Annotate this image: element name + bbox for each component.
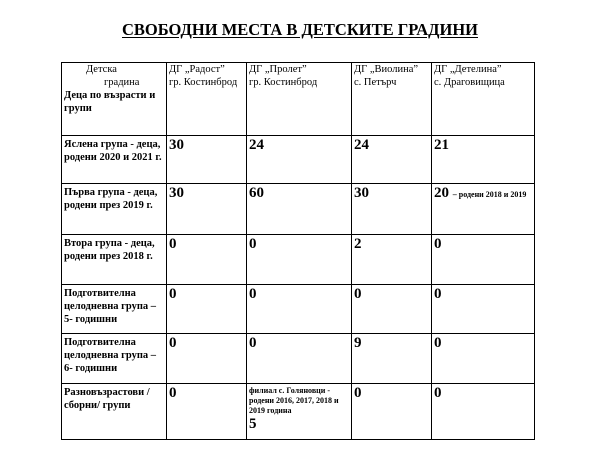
group-label: Втора група - деца, родени през 2018 г. — [62, 235, 167, 285]
corner-kindergarten-label-2: градина — [104, 77, 140, 88]
kindergarten-town: гр. Костинброд — [169, 77, 238, 88]
free-places-table — [61, 62, 535, 440]
group-label: Подготвителна целодневна група – 5- годишни — [62, 285, 167, 334]
kindergarten-header-radost — [167, 63, 247, 136]
table-row — [62, 184, 535, 235]
value-cell-with-note — [247, 384, 352, 440]
value-cell: 0 — [167, 334, 247, 384]
table-row — [62, 334, 535, 384]
value-cell: 24 — [247, 136, 352, 184]
value-cell: 0 — [167, 384, 247, 440]
table-row — [62, 384, 535, 440]
corner-kindergarten-label-1: Детска — [86, 64, 117, 75]
header-row — [62, 63, 535, 136]
group-label: Първа група - деца, родени през 2019 г. — [62, 184, 167, 235]
value-cell-with-note — [432, 184, 535, 235]
value-cell: 0 — [432, 334, 535, 384]
value-cell: 30 — [352, 184, 432, 235]
value-cell: 0 — [432, 285, 535, 334]
group-label: Яслена група - деца, родени 2020 и 2021 г. — [62, 136, 167, 184]
kindergarten-town: с. Драговищица — [434, 77, 505, 88]
corner-header-cell — [62, 63, 167, 136]
value-cell: 0 — [247, 285, 352, 334]
kindergarten-town: гр. Костинброд — [249, 77, 318, 88]
kindergarten-name: ДГ „Пролет” — [249, 64, 307, 75]
kindergarten-name: ДГ „Детелина” — [434, 64, 502, 75]
table-row — [62, 136, 535, 184]
kindergarten-name: ДГ „Радост” — [169, 64, 225, 75]
value-cell: 0 — [167, 235, 247, 285]
kindergarten-header-violina — [352, 63, 432, 136]
value-number: 20 — [434, 185, 449, 201]
value-cell: 60 — [247, 184, 352, 235]
value-cell: 0 — [247, 235, 352, 285]
value-note: – родени 2018 и 2019 — [452, 190, 527, 199]
table-row — [62, 285, 535, 334]
kindergarten-header-detelina — [432, 63, 535, 136]
value-cell: 30 — [167, 136, 247, 184]
value-cell: 0 — [432, 235, 535, 285]
value-cell: 9 — [352, 334, 432, 384]
kindergarten-name: ДГ „Виолина” — [354, 64, 419, 75]
value-cell: 0 — [352, 384, 432, 440]
value-cell: 30 — [167, 184, 247, 235]
table-row — [62, 235, 535, 285]
value-number: 5 — [249, 416, 257, 432]
group-label: Разновъзрастови / сборни/ групи — [62, 384, 167, 440]
value-cell: 0 — [432, 384, 535, 440]
kindergarten-header-prolet — [247, 63, 352, 136]
corner-groups-label: Деца по възрасти и групи — [64, 90, 156, 114]
value-cell: 24 — [352, 136, 432, 184]
group-label: Подготвителна целодневна група – 6- годишни — [62, 334, 167, 384]
value-cell: 2 — [352, 235, 432, 285]
value-cell: 21 — [432, 136, 535, 184]
kindergarten-town: с. Петърч — [354, 77, 397, 88]
value-cell: 0 — [352, 285, 432, 334]
value-cell: 0 — [247, 334, 352, 384]
value-cell: 0 — [167, 285, 247, 334]
page-title: СВОБОДНИ МЕСТА В ДЕТСКИТЕ ГРАДИНИ — [121, 20, 478, 39]
value-note: филиал с. Голяновци - родени 2016, 2017, 2018 и 2019 година — [249, 386, 339, 415]
